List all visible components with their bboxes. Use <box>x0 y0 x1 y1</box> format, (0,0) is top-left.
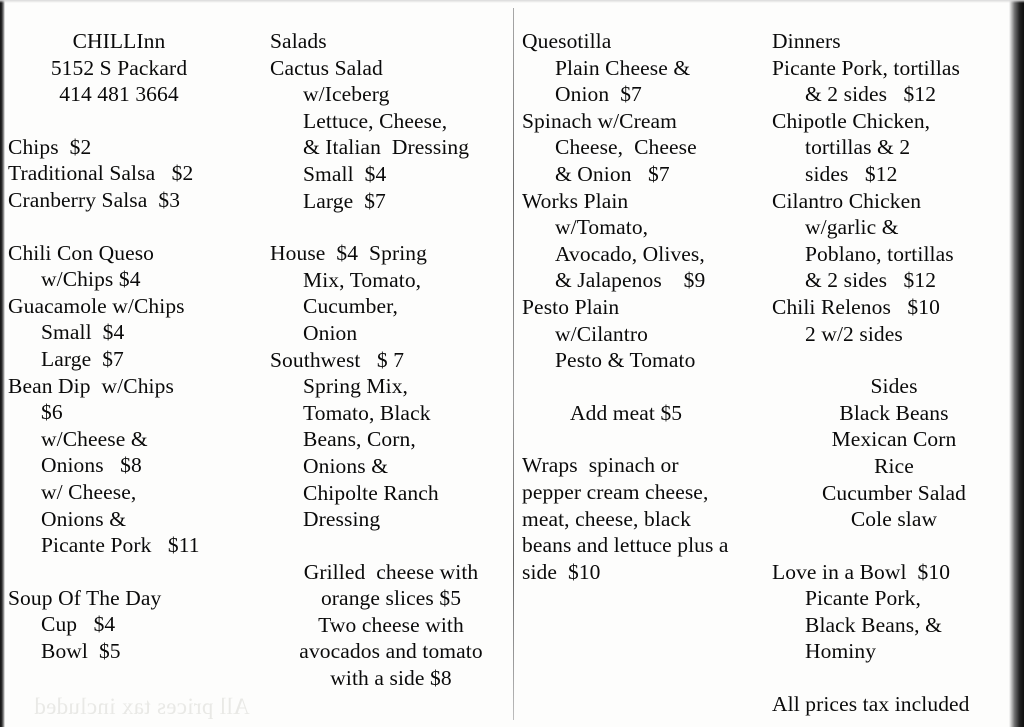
menu-line: Pesto & Tomato <box>555 348 696 373</box>
menu-line: Cucumber, <box>303 294 398 319</box>
menu-line: Small $4 <box>303 161 387 186</box>
menu-line: tortillas & 2 <box>805 135 911 160</box>
menu-line: 2 w/2 sides <box>805 321 903 346</box>
menu-line: Hominy <box>805 639 877 664</box>
menu-line: Mexican Corn <box>831 427 957 452</box>
menu-section-add-meat <box>522 400 762 427</box>
menu-line: w/ Cheese, <box>41 479 137 504</box>
section-gap <box>772 665 1024 691</box>
menu-line: Chili Con Queso <box>8 240 155 265</box>
menu-line: Cucumber Salad <box>821 480 967 505</box>
menu-section-quesotilla <box>522 28 762 374</box>
menu-line: Add meat $5 <box>570 400 683 425</box>
section-gap <box>522 426 762 452</box>
menu-section-grilled-cheese <box>270 559 512 692</box>
menu-line: Onions & <box>303 453 389 478</box>
menu-line: Black Beans <box>839 400 949 425</box>
section-gap <box>270 214 512 240</box>
menu-section-soup <box>8 585 256 665</box>
menu-line: Large $7 <box>41 346 124 371</box>
menu-line: Traditional Salsa $2 <box>8 161 194 186</box>
menu-line: Cranberry Salsa $3 <box>8 187 181 212</box>
menu-line: Salads <box>270 29 327 53</box>
menu-section-dinners <box>772 28 1024 347</box>
menu-line: Cactus Salad <box>270 55 383 80</box>
menu-line: CHILLInn <box>72 29 166 53</box>
menu-line: Lettuce, Cheese, <box>303 108 448 133</box>
menu-line: Poblano, tortillas <box>805 241 954 266</box>
menu-line: Chili Relenos $10 <box>772 294 940 319</box>
menu-line: pepper cream cheese, <box>522 479 709 504</box>
section-gap <box>8 559 256 585</box>
menu-line: & Italian Dressing <box>303 135 470 160</box>
menu-line: Dinners <box>772 29 841 53</box>
menu-line: Soup Of The Day <box>8 585 162 610</box>
menu-line: Cole slaw <box>850 507 938 532</box>
menu-line: Bowl $5 <box>41 638 121 663</box>
menu-line: Black Beans, & <box>805 612 942 637</box>
section-gap <box>8 214 256 240</box>
menu-line: Southwest $ 7 <box>270 347 405 372</box>
menu-line: side $10 <box>522 559 601 584</box>
menu-line: Cup $4 <box>41 612 116 637</box>
menu-line: All prices tax included <box>772 692 970 717</box>
menu-line: & Jalapenos $9 <box>555 268 706 293</box>
menu-section-house-southwest <box>270 240 512 533</box>
menu-line: Cheese, Cheese <box>555 135 697 160</box>
menu-line: w/Iceberg <box>303 82 390 107</box>
menu-line: Small $4 <box>41 320 125 345</box>
menu-line: Quesotilla <box>522 29 612 53</box>
menu-section-love-in-a-bowl <box>772 559 1024 665</box>
menu-line: & 2 sides $12 <box>805 268 937 293</box>
menu-section-header <box>8 28 256 108</box>
menu-line: w/Cheese & <box>41 426 148 451</box>
menu-line: sides $12 <box>805 161 898 186</box>
menu-line: Onion <box>303 320 358 345</box>
menu-line: Rice <box>874 453 914 478</box>
menu-line: Dressing <box>303 507 381 532</box>
menu-line: Tomato, Black <box>303 400 431 425</box>
menu-line: Bean Dip w/Chips <box>8 373 174 398</box>
menu-line: Cilantro Chicken <box>772 188 922 213</box>
menu-line: Grilled cheese with <box>303 559 479 584</box>
menu-section-wraps <box>522 452 762 585</box>
menu-line: Onions $8 <box>41 453 142 478</box>
menu-line: orange slices $5 <box>320 586 462 611</box>
menu-line: Wraps spinach or <box>522 453 679 478</box>
menu-line: Beans, Corn, <box>303 427 416 452</box>
menu-line: Chipotle Chicken, <box>772 108 931 133</box>
section-gap <box>8 108 256 134</box>
column-quesadillas <box>512 0 762 585</box>
section-gap <box>772 347 1024 373</box>
menu-line: Plain Cheese & <box>555 55 691 80</box>
menu-line: w/garlic & <box>805 215 899 240</box>
bleed-through-text: All prices tax included <box>34 694 250 719</box>
menu-line: Mix, Tomato, <box>303 267 422 292</box>
menu-line: $6 <box>41 400 63 425</box>
menu-line: avocados and tomato <box>299 639 483 664</box>
menu-line: Guacamole w/Chips <box>8 293 185 318</box>
menu-line: Onion $7 <box>555 82 642 107</box>
menu-section-sides <box>772 373 1024 533</box>
menu-section-dips <box>8 240 256 559</box>
menu-line: 414 481 3664 <box>59 82 179 107</box>
menu-line: Pesto Plain <box>522 294 620 319</box>
menu-line: Chips $2 <box>8 134 92 159</box>
section-gap <box>522 374 762 400</box>
menu-line: meat, cheese, black <box>522 506 692 531</box>
menu-line: with a side $8 <box>330 666 452 691</box>
column-dinners <box>762 0 1024 718</box>
menu-line: Picante Pork, tortillas <box>772 55 961 80</box>
column-appetizers <box>0 0 256 664</box>
menu-line: Love in a Bowl $10 <box>772 559 951 584</box>
menu-line: 5152 S Packard <box>50 55 188 80</box>
menu-line: Works Plain <box>522 188 629 213</box>
menu-line: Avocado, Olives, <box>555 241 705 266</box>
menu-line: & Onion $7 <box>555 161 670 186</box>
menu-line: Picante Pork, <box>805 586 921 611</box>
menu-section-chips-and-salsa <box>8 134 256 214</box>
section-gap <box>772 533 1024 559</box>
menu-line: Picante Pork $11 <box>41 533 200 558</box>
menu-line: w/Chips $4 <box>41 267 141 292</box>
menu-section-salads <box>270 28 512 214</box>
menu-line: & 2 sides $12 <box>805 82 937 107</box>
menu-line: w/Tomato, <box>555 215 649 240</box>
menu-line: House $4 Spring <box>270 241 427 266</box>
menu-line: Chipolte Ranch <box>303 480 439 505</box>
column-salads <box>256 0 512 692</box>
menu-line: Sides <box>870 374 918 399</box>
menu-line: beans and lettuce plus a <box>522 533 729 558</box>
menu-line: w/Cilantro <box>555 321 648 346</box>
menu-line: Spinach w/Cream <box>522 108 677 133</box>
menu-line: Two cheese with <box>318 612 464 637</box>
menu-line: Spring Mix, <box>303 374 409 399</box>
section-gap <box>270 533 512 559</box>
menu-section-tax-note <box>772 691 1024 718</box>
menu-line: Large $7 <box>303 188 386 213</box>
menu-line: Onions & <box>41 506 127 531</box>
